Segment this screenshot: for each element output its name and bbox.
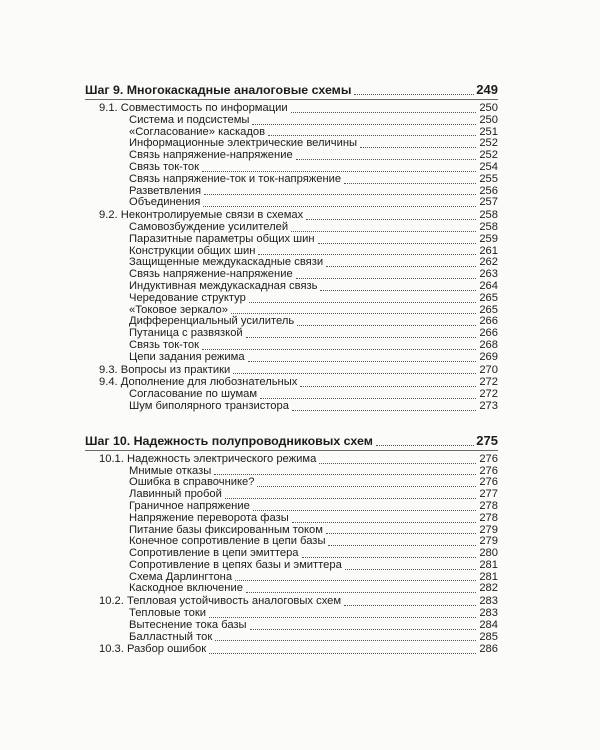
entry-page: 252: [479, 149, 498, 162]
dot-leader: [249, 302, 476, 303]
dot-leader: [209, 653, 476, 654]
entry-title: Связь ток-ток: [129, 338, 199, 351]
subsection-entry: [85, 583, 498, 595]
entry-page: 259: [479, 232, 498, 245]
chapter-title: Шаг 10. Надежность полупроводниковых схем: [85, 433, 373, 448]
entry-title: Конечное сопротивление в цепи базы: [129, 535, 326, 548]
dot-leader: [291, 112, 476, 113]
entry-page: 250: [479, 102, 498, 114]
dot-leader: [258, 254, 476, 255]
dot-leader: [246, 337, 476, 338]
entry-page: 272: [479, 376, 498, 389]
entry-title: Схема Дарлингтона: [129, 570, 233, 583]
entry-title: Дифференциальный усилитель: [129, 315, 295, 328]
entry-title: Связь напряжение-напряжение: [129, 149, 293, 162]
entry-title: Согласование по шумам: [129, 388, 258, 401]
entry-title: Паразитные параметры общих шин: [129, 232, 315, 245]
dot-leader: [253, 510, 476, 511]
entry-title: Чередование структур: [129, 291, 246, 304]
subsection-entry: [85, 281, 498, 293]
dot-leader: [328, 545, 476, 546]
entry-page: 278: [479, 499, 498, 512]
entry-page: 261: [479, 244, 498, 257]
subsection-entry: [85, 352, 498, 364]
dot-leader: [260, 398, 476, 399]
dot-leader: [302, 557, 476, 558]
section-entry: [85, 644, 498, 656]
entry-page: 286: [479, 643, 498, 656]
chapter-title: Шаг 9. Многокаскадные аналоговые схемы: [85, 83, 352, 97]
dot-leader: [344, 183, 476, 184]
dot-leader: [252, 124, 476, 125]
subsection-entry: [85, 174, 498, 186]
section-entry: [85, 365, 498, 377]
dot-leader: [202, 349, 476, 350]
entry-page: 281: [479, 570, 498, 583]
entry-page: 276: [479, 452, 498, 465]
entry-page: 266: [479, 327, 498, 340]
entry-page: 262: [479, 256, 498, 269]
entry-page: 250: [479, 113, 498, 126]
dot-leader: [202, 171, 476, 172]
entry-page: 258: [479, 220, 498, 233]
dot-leader: [292, 410, 476, 411]
chapter-heading: [85, 429, 498, 451]
entry-title: 10.1. Надежность электрического режима: [99, 452, 317, 465]
entry-title: Система и подсистемы: [129, 113, 250, 126]
table-of-contents: [85, 78, 498, 656]
dot-leader: [326, 266, 476, 267]
entry-title: Граничное напряжение: [129, 499, 250, 512]
entry-page: 279: [479, 523, 498, 536]
dot-leader: [250, 629, 476, 630]
dot-leader: [296, 278, 476, 279]
entry-title: 9.1. Совместимость по информации: [99, 102, 288, 114]
dot-leader: [235, 580, 476, 581]
dot-leader: [320, 290, 476, 291]
entry-page: 268: [479, 338, 498, 351]
dot-leader: [344, 605, 476, 606]
entry-title: 10.3. Разбор ошибок: [99, 643, 207, 656]
entry-page: 283: [479, 607, 498, 620]
entry-page: 266: [479, 315, 498, 328]
dot-leader: [300, 386, 476, 387]
subsection-entry: [85, 632, 498, 644]
dot-leader: [246, 592, 476, 593]
entry-page: 264: [479, 279, 498, 292]
dot-leader: [233, 373, 476, 374]
entry-page: 272: [479, 388, 498, 401]
dot-leader: [225, 498, 476, 499]
subsection-entry: [85, 234, 498, 246]
entry-page: 263: [479, 268, 498, 281]
dot-leader: [296, 159, 476, 160]
entry-title: Объединения: [129, 196, 201, 209]
entry-title: Связь напряжение-ток и ток-напряжение: [129, 172, 342, 185]
entry-page: 281: [479, 558, 498, 571]
entry-page: 278: [479, 511, 498, 524]
dot-leader: [209, 617, 476, 618]
entry-title: Связь напряжение-напряжение: [129, 268, 293, 281]
entry-title: Разветвления: [129, 184, 202, 197]
subsection-entry: [85, 197, 498, 209]
subsection-entry: [85, 340, 498, 352]
entry-page: 282: [479, 582, 498, 595]
dot-leader: [306, 219, 476, 220]
entry-page: 279: [479, 535, 498, 548]
entry-page: 285: [479, 630, 498, 643]
entry-title: Тепловые токи: [129, 607, 207, 620]
entry-page: 270: [479, 363, 498, 376]
entry-page: 269: [479, 350, 498, 363]
dot-leader: [318, 243, 476, 244]
entry-title: Связь ток-ток: [129, 160, 199, 173]
entry-title: Питание базы фиксированным током: [129, 523, 323, 536]
dot-leader: [319, 463, 476, 464]
entry-title: 9.3. Вопросы из практики: [99, 363, 231, 376]
subsection-entry: [85, 401, 498, 413]
dot-leader: [268, 135, 476, 136]
entry-title: Вытеснение тока базы: [129, 618, 247, 631]
entry-title: 9.4. Дополнение для любознательных: [99, 376, 298, 389]
dot-leader: [345, 569, 476, 570]
dot-leader: [354, 94, 474, 95]
entry-title: Напряжение переворота фазы: [129, 511, 289, 524]
subsection-entry: [85, 513, 498, 525]
entry-page: 255: [479, 172, 498, 185]
subsection-entry: [85, 162, 498, 174]
entry-title: «Токовое зеркало»: [129, 303, 228, 316]
entry-title: 10.2. Тепловая устойчивость аналоговых схем: [99, 595, 342, 608]
entry-title: Защищенные междукаскадные связи: [129, 256, 324, 269]
entry-page: 284: [479, 618, 498, 631]
dot-leader: [215, 640, 476, 641]
entry-page: 257: [479, 196, 498, 209]
chapter-page: 275: [476, 432, 498, 448]
dot-leader: [204, 194, 476, 195]
entry-page: 283: [479, 595, 498, 608]
entry-page: 251: [479, 125, 498, 138]
entry-title: Самовозбуждение усилителей: [129, 220, 289, 233]
dot-leader: [214, 474, 476, 475]
entry-page: 265: [479, 303, 498, 316]
entry-title: Лавинный пробой: [129, 488, 222, 501]
entry-title: Сопротивление в цепях базы и эмиттера: [129, 558, 342, 571]
entry-page: 265: [479, 291, 498, 304]
dot-leader: [203, 206, 476, 207]
chapter-gap: [85, 413, 498, 429]
dot-leader: [360, 147, 476, 148]
dot-leader: [231, 313, 476, 314]
entry-title: Информационные электрические величины: [129, 137, 358, 150]
dot-leader: [326, 533, 476, 534]
entry-title: Балластный ток: [129, 630, 213, 643]
entry-page: 256: [479, 184, 498, 197]
entry-page: 277: [479, 488, 498, 501]
subsection-entry: [85, 501, 498, 513]
entry-title: 9.2. Неконтролируемые связи в схемах: [99, 209, 304, 222]
entry-title: Путаница с развязкой: [129, 327, 243, 340]
entry-title: «Согласование» каскадов: [129, 125, 266, 138]
entry-page: 276: [479, 464, 498, 477]
entry-title: Каскодное включение: [129, 582, 243, 595]
dot-leader: [248, 361, 476, 362]
entry-title: Индуктивная междукаскадная связь: [129, 279, 318, 292]
subsection-entry: [85, 222, 498, 234]
entry-title: Цепи задания режима: [129, 350, 245, 363]
dot-leader: [291, 231, 476, 232]
entry-title: Сопротивление в цепи эмиттера: [129, 547, 299, 560]
entry-page: 258: [479, 209, 498, 222]
section-entry: [85, 454, 498, 466]
dot-leader: [292, 522, 476, 523]
subsection-entry: [85, 293, 498, 305]
dot-leader: [257, 486, 476, 487]
entry-page: 273: [479, 399, 498, 412]
dot-leader: [376, 445, 474, 446]
entry-page: 276: [479, 476, 498, 489]
entry-title: Мнимые отказы: [129, 464, 212, 477]
entry-page: 280: [479, 547, 498, 560]
chapter-page: 249: [476, 82, 498, 97]
chapter-heading: [85, 78, 498, 100]
subsection-entry: [85, 115, 498, 127]
entry-title: Шум биполярного транзистора: [129, 399, 289, 412]
entry-page: 254: [479, 160, 498, 173]
entry-title: Конструкции общих шин: [129, 244, 256, 257]
subsection-entry: [85, 560, 498, 572]
entry-page: 252: [479, 137, 498, 150]
subsection-entry: [85, 620, 498, 632]
entry-title: Ошибка в справочнике?: [129, 476, 255, 489]
dot-leader: [297, 325, 476, 326]
